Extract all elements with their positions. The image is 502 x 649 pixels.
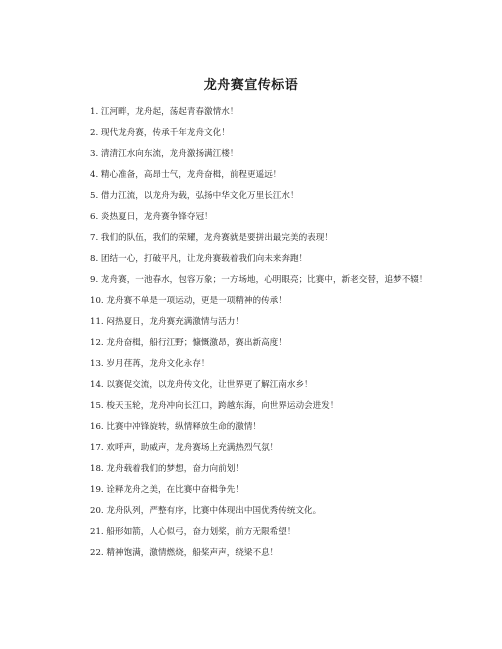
list-item: 9. 龙舟赛，一池春水，包容万象；一方场地，心明眼亮；比赛中，新老交替，追梦不辍！ [90, 275, 428, 285]
list-item: 5. 借力江流，以龙舟为载，弘扬中华文化万里长江水！ [90, 191, 299, 201]
list-item: 1. 江河畔，龙舟起，荡起青春激情水！ [90, 107, 239, 117]
list-item: 20. 龙舟队列，严整有序，比赛中体现出中国优秀传统文化。 [90, 506, 322, 516]
list-item: 11. 闷热夏日，龙舟赛充满激情与活力！ [90, 317, 244, 327]
list-item: 17. 欢呼声，助威声，龙舟赛场上充满热烈气氛！ [90, 443, 279, 453]
list-item: 6. 炎热夏日，龙舟赛争锋夺冠！ [90, 212, 213, 222]
list-item: 16. 比赛中冲锋旋转，纵情释放生命的激情！ [90, 422, 262, 432]
list-item: 14. 以赛促交流，以龙舟传文化，让世界更了解江南水乡！ [90, 380, 313, 390]
list-item: 2. 现代龙舟赛，传承千年龙舟文化！ [90, 128, 230, 138]
list-item: 19. 诠释龙舟之美，在比赛中奋楫争先！ [90, 485, 244, 495]
list-item: 3. 清清江水向东流，龙舟激扬满江楼！ [90, 149, 239, 159]
list-item: 21. 船形如箭，人心似弓，奋力划桨，前方无限希望！ [90, 527, 296, 537]
list-item: 18. 龙舟载着我们的梦想，奋力向前划！ [90, 464, 244, 474]
slogan-list [75, 106, 440, 568]
page-title: 龙舟赛宣传标语 [203, 78, 299, 93]
list-item: 10. 龙舟赛不单是一项运动，更是一项精神的传承！ [90, 296, 287, 306]
list-item: 7. 我们的队伍，我们的荣耀，龙舟赛就是要拼出最完美的表现！ [90, 233, 333, 243]
list-item: 4. 精心准备，高昂士气，龙舟奋楫，前程更遥远！ [90, 170, 282, 180]
list-item: 13. 岁月荏苒，龙舟文化永存！ [90, 359, 210, 369]
list-item: 8. 团结一心，打破平凡，让龙舟赛载着我们向未来奔跑！ [90, 254, 308, 264]
list-item: 15. 梭天玉轮，龙舟冲向长江口，跨越东海，向世界运动会进发！ [90, 401, 339, 411]
list-item: 12. 龙舟奋楫，船行江野；慷慨激昂，赛出新高度！ [90, 338, 287, 348]
list-item: 22. 精神饱满，激情燃烧，船桨声声，绕梁不息！ [90, 548, 279, 558]
